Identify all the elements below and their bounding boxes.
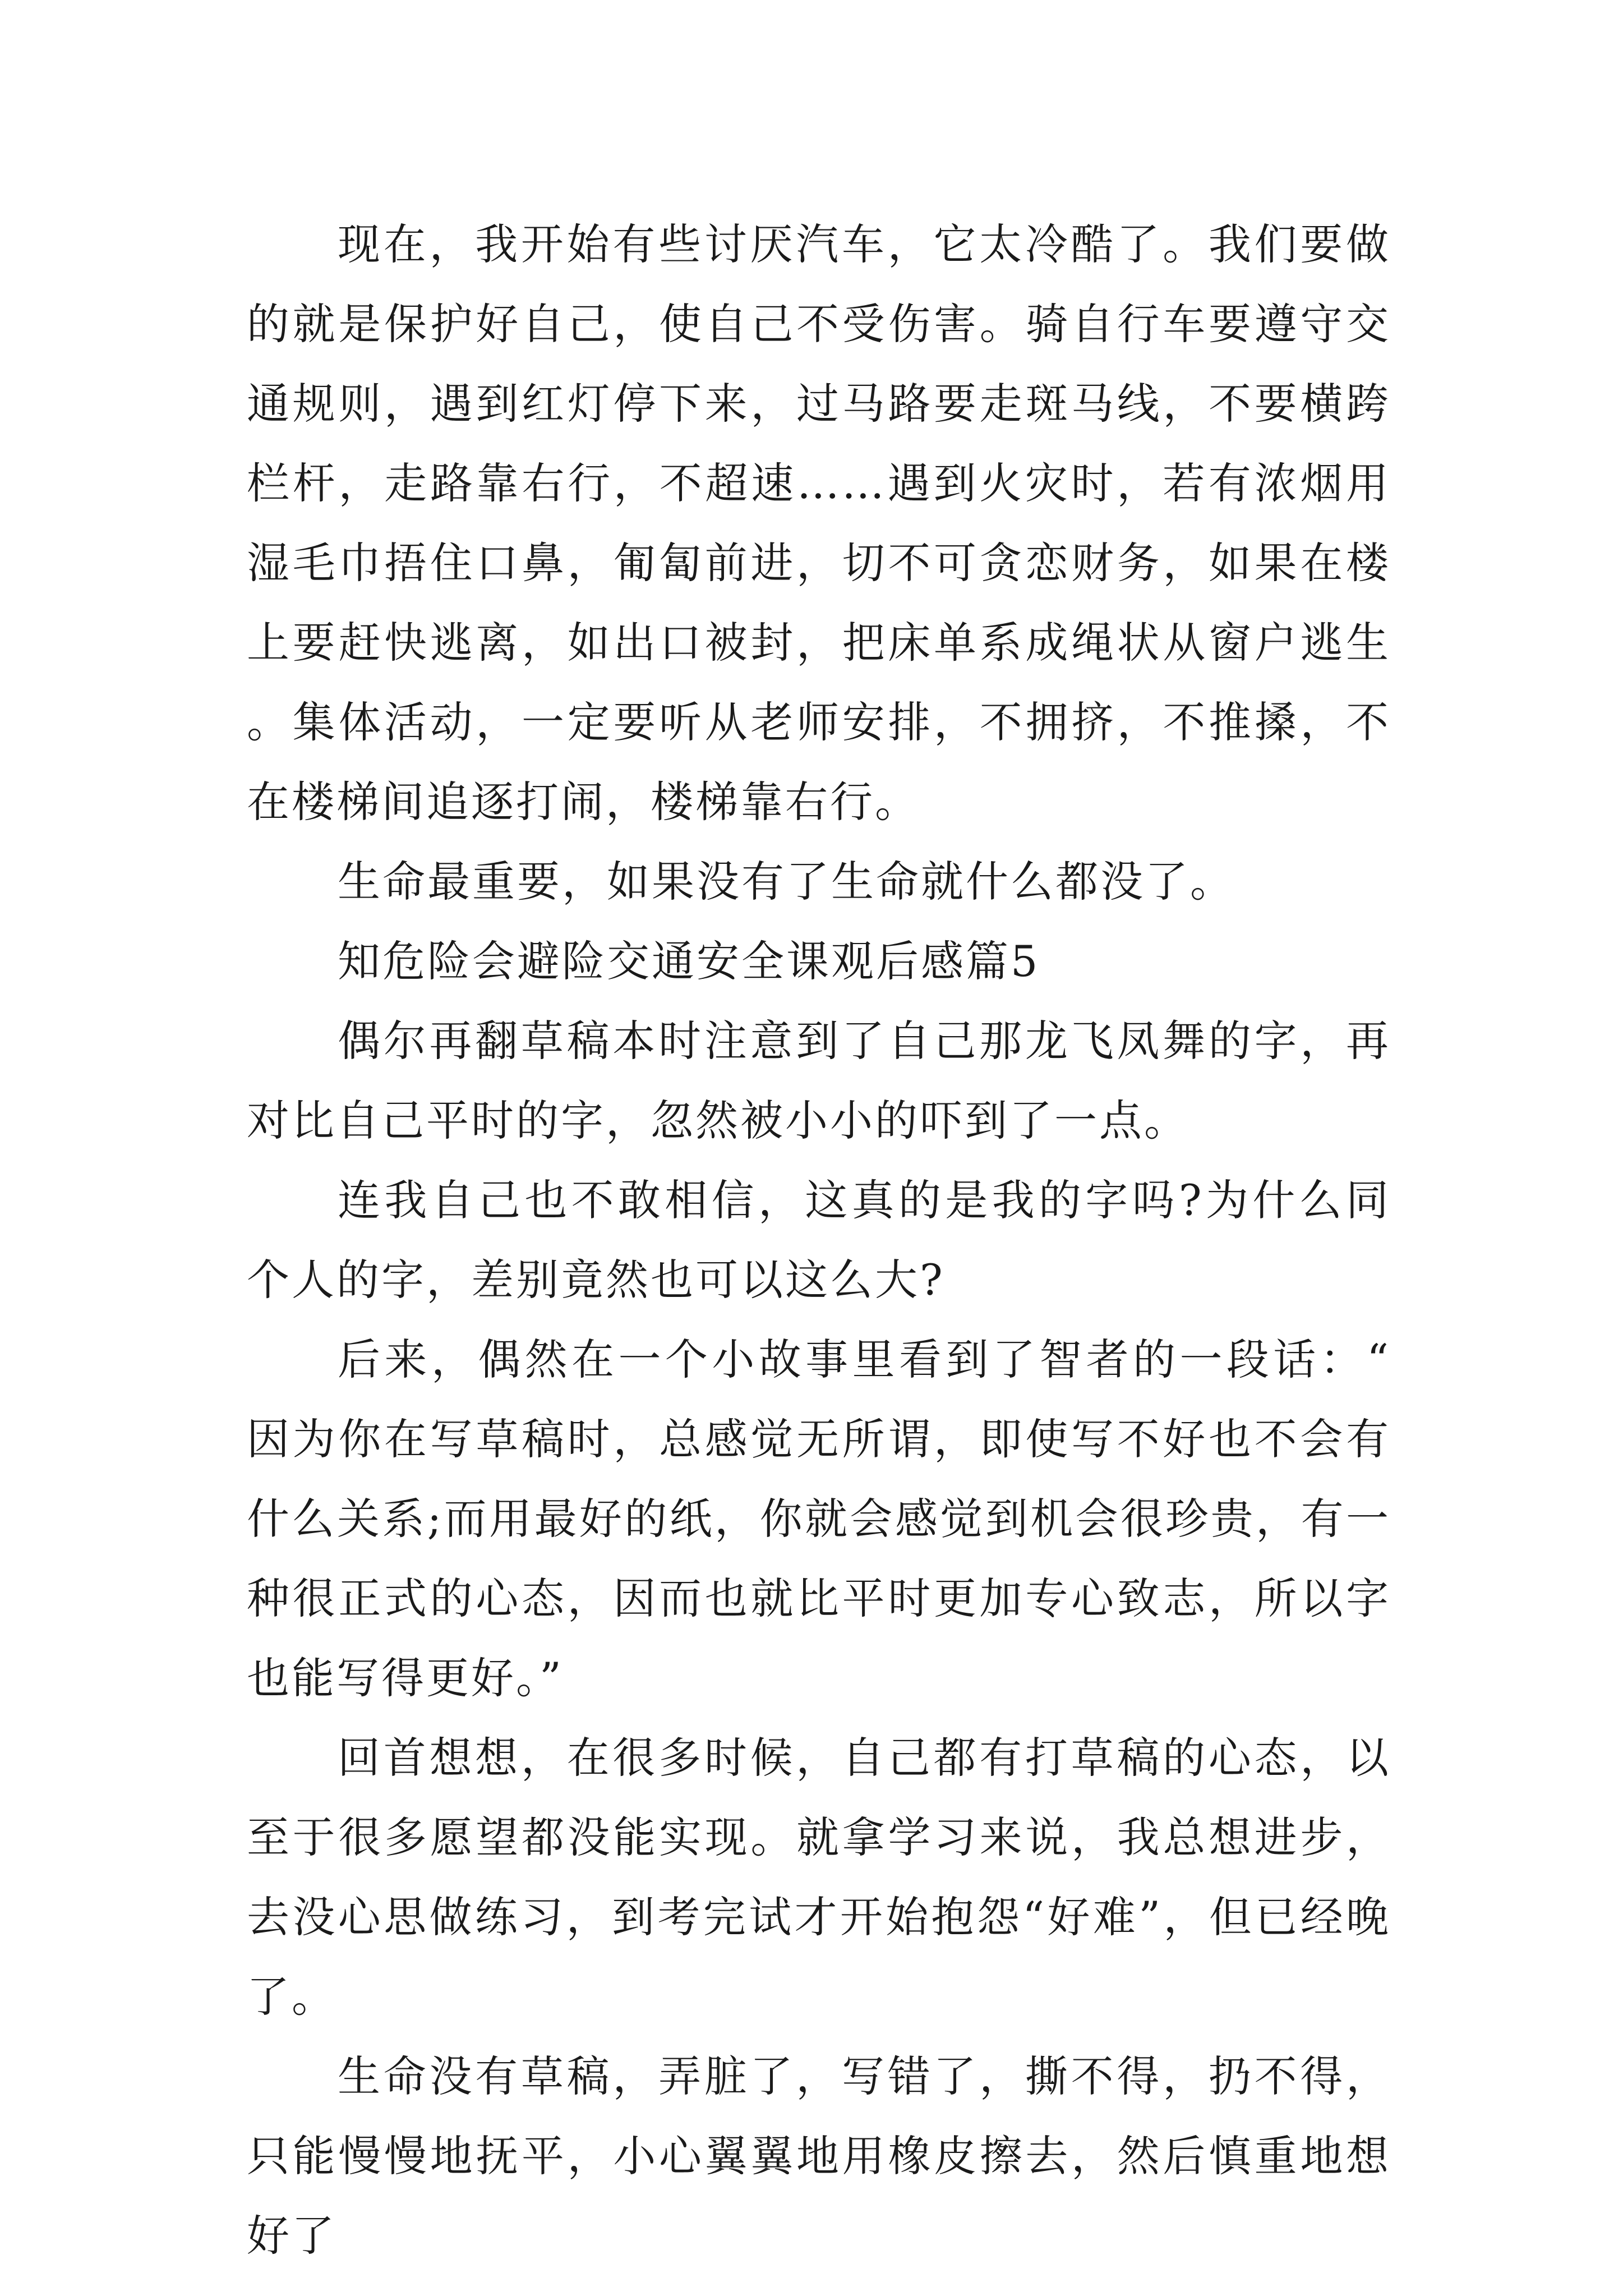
section-heading: 知危险会避险交通安全课观后感篇5 <box>338 936 1040 986</box>
paragraph: 现在，我开始有些讨厌汽车，它太冷酷了。我们要做的就是保护好自己，使自己不受伤害。骑自行车要遵守交通规则，遇到红灯停下来，过马路要走斑马线，不要横跨栏杆，走路靠右行，不超速……遇到火灾时，若有浓烟用湿毛巾捂住口鼻，匍匐前进，切不可贪恋财务，如果在楼上要赶快逃离，如出口被封，把床单系成绳状从窗户逃生。集体活动，一定要听从老师安排，不拥挤，不推搡，不在楼梯间追逐打闹，楼梯靠右行。 <box>247 219 1391 827</box>
paragraph: 后来，偶然在一个小故事里看到了智者的一段话：“因为你在写草稿时，总感觉无所谓，即使写不好也不会有什么关系;而用最好的纸，你就会感觉到机会很珍贵，有一种很正式的心态，因而也就比平时更加专心致志，所以字也能写得更好。” <box>247 1335 1391 1703</box>
paragraph: 偶尔再翻草稿本时注意到了自己那龙飞凤舞的字，再对比自己平时的字，忽然被小小的吓到了一点。 <box>247 1016 1391 1145</box>
paragraph: 回首想想，在很多时候，自己都有打草稿的心态，以至于很多愿望都没能实现。就拿学习来说，我总想进步，去没心思做练习，到考完试才开始抱怨“好难”，但已经晚了。 <box>247 1733 1391 2022</box>
paragraph: 生命没有草稿，弄脏了，写错了，撕不得，扔不得，只能慢慢地抚平，小心翼翼地用橡皮擦去，然后慎重地想好了 <box>247 2051 1391 2261</box>
document-body <box>247 205 1391 2276</box>
paragraph: 生命最重要，如果没有了生命就什么都没了。 <box>338 857 1235 907</box>
paragraph: 连我自己也不敢相信，这真的是我的字吗?为什么同个人的字，差别竟然也可以这么大? <box>247 1175 1391 1305</box>
